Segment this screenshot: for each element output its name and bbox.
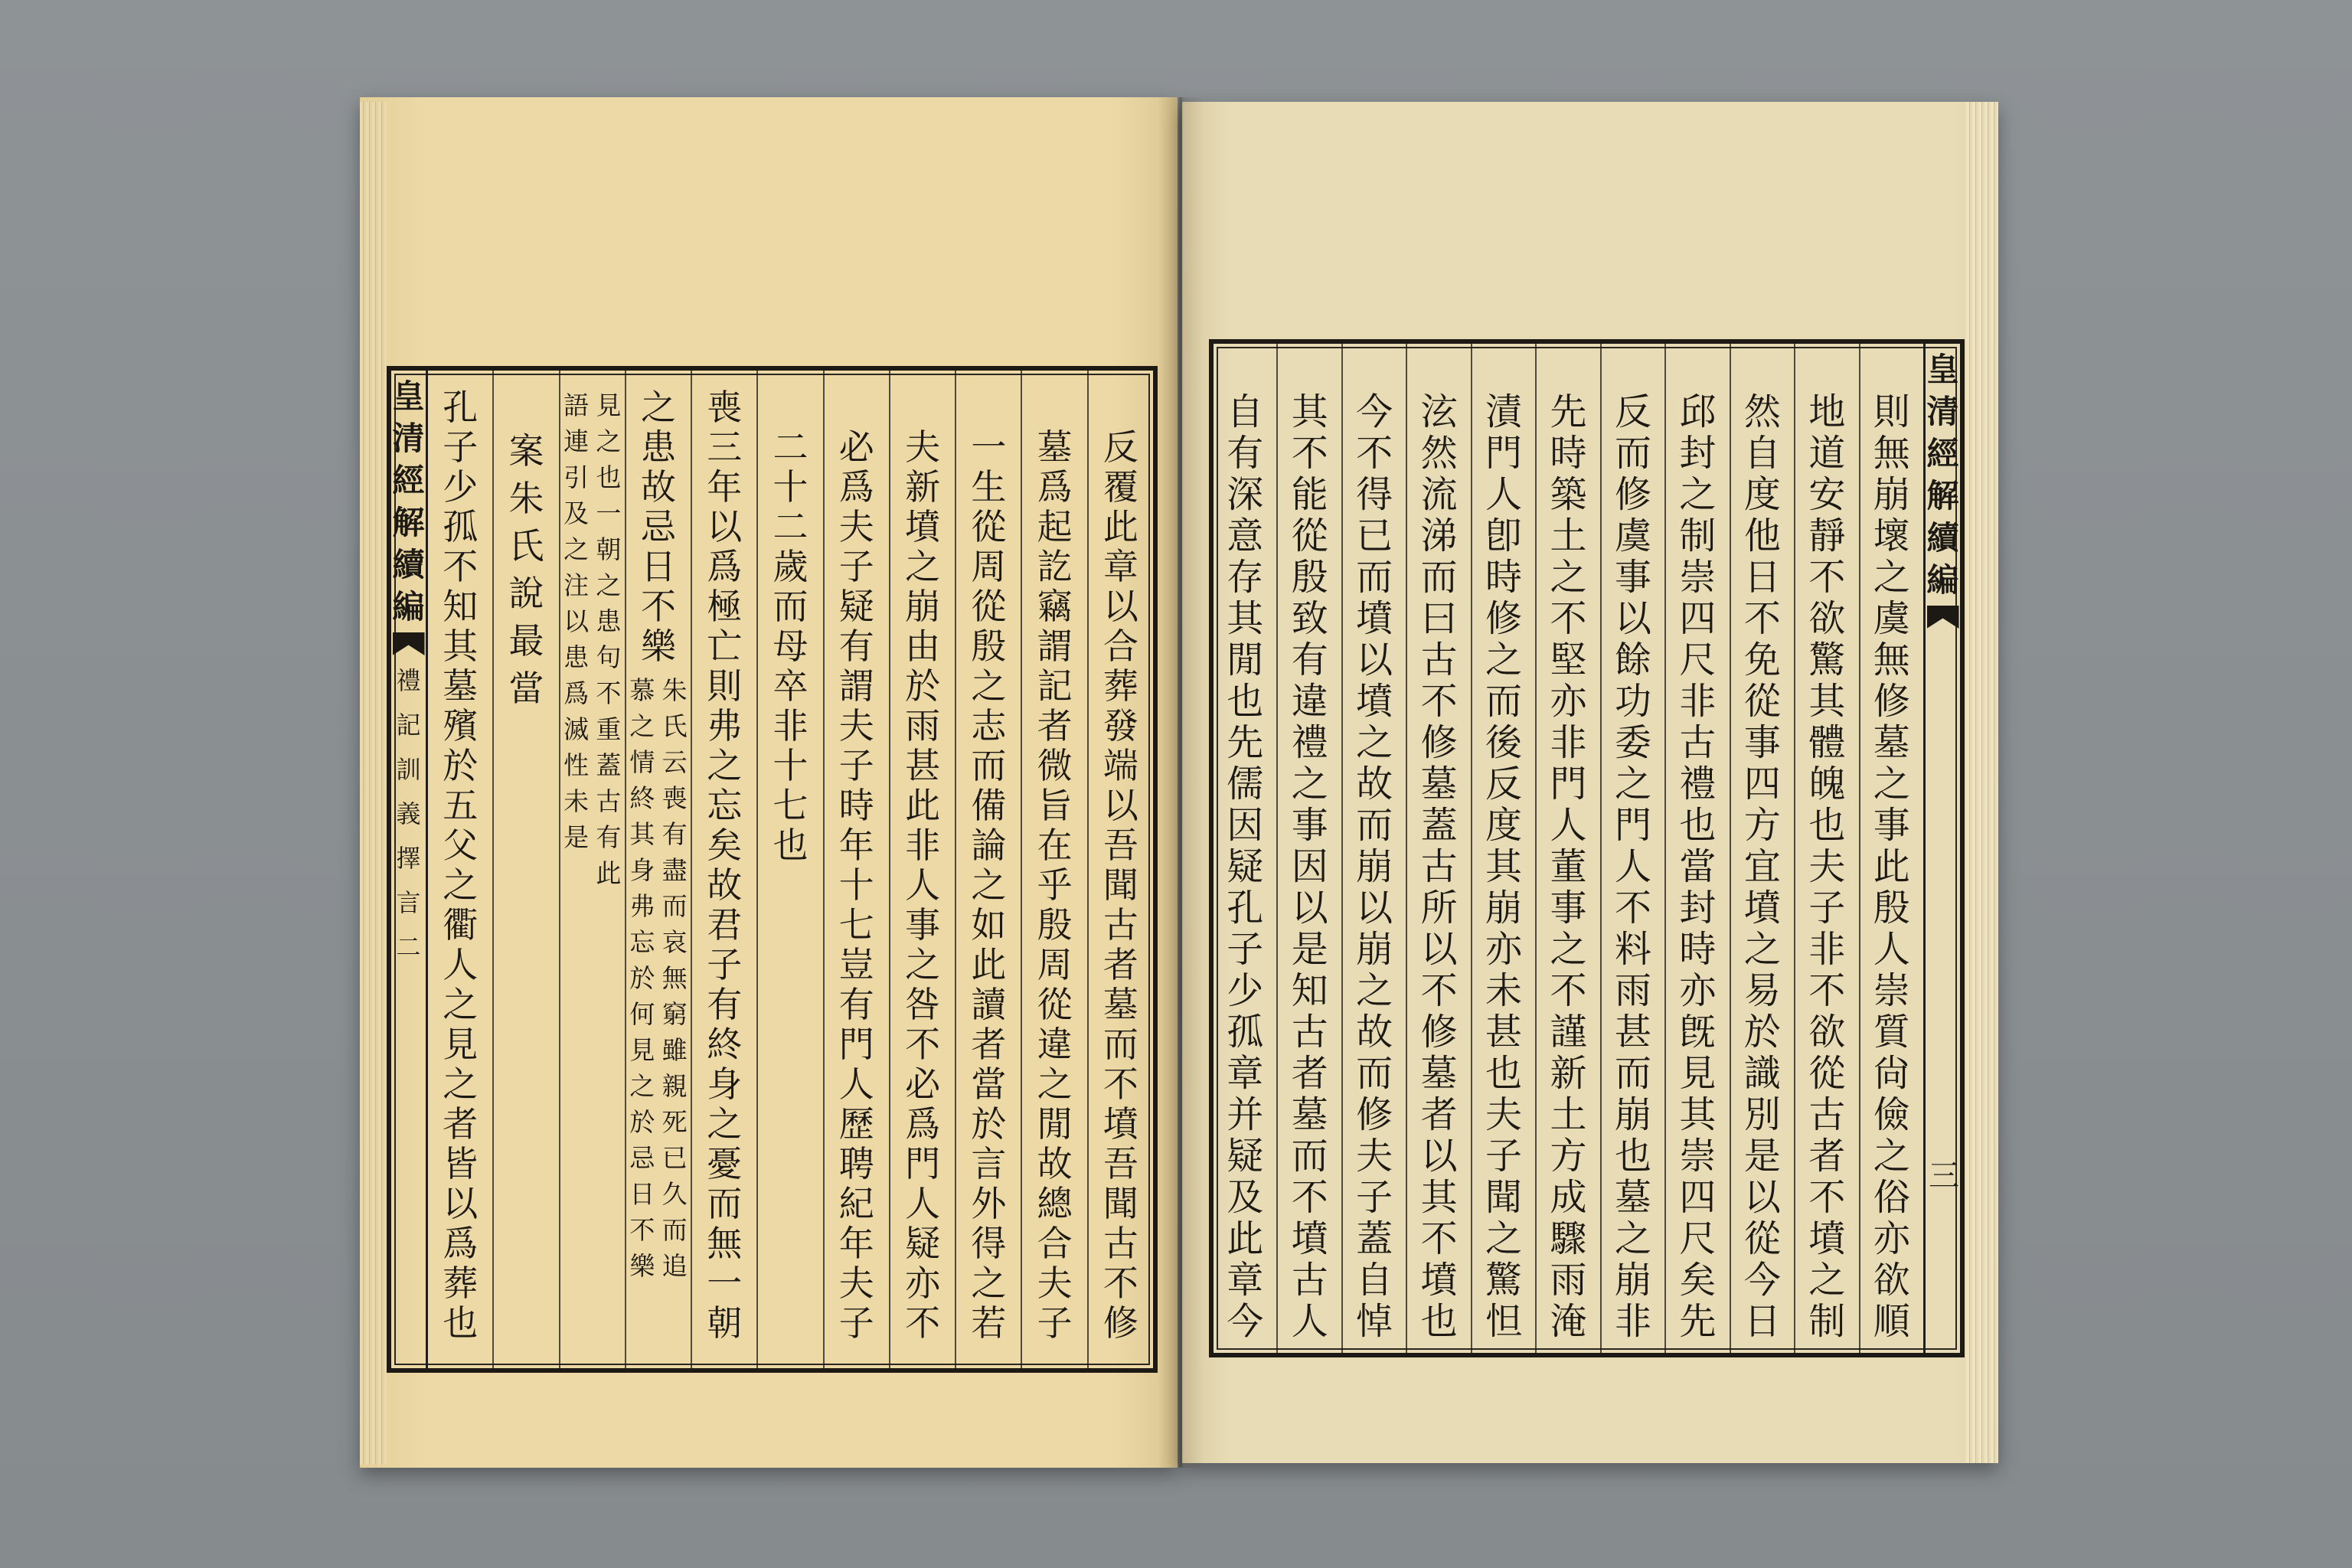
column-text: 邱封之制崇四尺非古禮也當封時亦旣見其崇四尺矣先: [1679, 390, 1717, 1343]
classic-text-column: [428, 371, 492, 1368]
column-text: 之患故忌日不樂: [641, 387, 676, 667]
text-column: [1859, 344, 1923, 1353]
fish-tail-mark: [1927, 606, 1959, 629]
column-text: 泫然流涕而曰古不修墓蓋古所以不修墓者以其不墳也: [1420, 390, 1458, 1343]
text-column: [492, 371, 558, 1368]
text-column: [1341, 344, 1406, 1353]
left-banxin: [391, 371, 428, 1368]
text-column: [1794, 344, 1858, 1353]
note-line: 語連引及之注以患爲滅性未是: [564, 390, 590, 852]
column-text: 必爲夫子疑有謂夫子時年十七豈有門人歷聘紀年夫子: [838, 426, 874, 1344]
column-text: 反覆此章以合葬發端以吾聞古者墓而不墳吾聞古不修: [1102, 426, 1138, 1344]
column-text: 然自度他日不免從事四方宜墳之易於識別是以從今日: [1743, 390, 1781, 1343]
classic-text-column: [691, 371, 756, 1368]
banxin-title: 皇清經解續編: [1926, 351, 1959, 599]
column-text: 二十二歲而母卒非十七也: [773, 426, 808, 866]
text-column: [1664, 344, 1729, 1353]
text-column: [1087, 371, 1153, 1368]
text-column: [756, 371, 822, 1368]
right-text-area: [1214, 344, 1923, 1353]
text-column: [1406, 344, 1470, 1353]
book-gutter: [1158, 97, 1204, 1468]
banxin-section: 禮記訓義擇言二: [396, 666, 421, 962]
column-text: 案朱氏說最當: [508, 430, 544, 709]
text-column: [889, 371, 955, 1368]
column-text: 夫新墳之崩由於雨甚此非人事之咎不必爲門人疑亦不: [905, 426, 941, 1344]
left-text-frame: [387, 366, 1158, 1373]
text-column: [1730, 344, 1794, 1353]
column-text: 則無崩壞之虞無修墓之事此殷人崇質尙儉之俗亦欲順: [1873, 390, 1910, 1343]
left-text-area: [428, 371, 1153, 1368]
column-text: 其不能從殷致有違禮之事因以是知古者墓而不墳古人: [1291, 390, 1328, 1343]
text-column: [1471, 344, 1535, 1353]
column-text: 反而修虞事以餘功委之門人不料雨甚而崩也墓之崩非: [1614, 390, 1651, 1343]
column-text: 先時築土之不堅亦非門人董事之不謹新土方成驟雨淹: [1550, 390, 1587, 1343]
column-text: 墓爲起訖竊謂記者微旨在乎殷周從違之閒故總合夫子: [1037, 426, 1073, 1344]
text-column: [1021, 371, 1086, 1368]
column-text: 自有深意存其閒也先儒因疑孔子少孤章并疑及此章今: [1227, 390, 1264, 1343]
column-text: 喪三年以爲極亡則弗之忘矣故君子有終身之憂而無一朝: [707, 387, 743, 1344]
banxin-title: 皇清經解續編: [392, 377, 425, 626]
note-line: 慕之情終其身弗忘於何見之於忌日不樂: [629, 675, 655, 1281]
note-line: 見之也一朝之患句不重蓋古有此: [596, 390, 622, 888]
column-text: 孔子少孤不知其墓殯於五父之衢人之見之者皆以爲葬也: [443, 387, 479, 1344]
interlinear-notes: [629, 672, 689, 1284]
page-number: 三: [1929, 1158, 1959, 1194]
left-page-stack-edge: [360, 102, 387, 1465]
column-text: 地道安靜不欲驚其體魄也夫子非不欲從古者不墳之制: [1808, 390, 1846, 1343]
interlinear-notes: [562, 387, 622, 891]
classic-text-column: [625, 371, 691, 1368]
column-text: 一生從周從殷之志而備論之如此讀者當於言外得之若: [971, 426, 1007, 1344]
note-line: 朱氏云喪有盡而哀無窮雖親死已久而追: [662, 675, 688, 1281]
text-column: [1214, 344, 1276, 1353]
text-column: [955, 371, 1021, 1368]
note-column: [559, 371, 625, 1368]
fish-tail-mark: [393, 632, 425, 655]
right-page-stack-edge: [1966, 102, 1998, 1463]
text-column: [1600, 344, 1664, 1353]
right-banxin: [1923, 344, 1960, 1353]
column-text: 漬門人卽時修之而後反度其崩亦未甚也夫子聞之驚怛: [1485, 390, 1523, 1343]
text-column: [1276, 344, 1341, 1353]
column-text: 今不得已而墳以墳之故而崩以崩之故而修夫子蓋自悼: [1356, 390, 1393, 1343]
right-text-frame: [1209, 339, 1965, 1357]
text-column: [1535, 344, 1599, 1353]
text-column: [823, 371, 889, 1368]
